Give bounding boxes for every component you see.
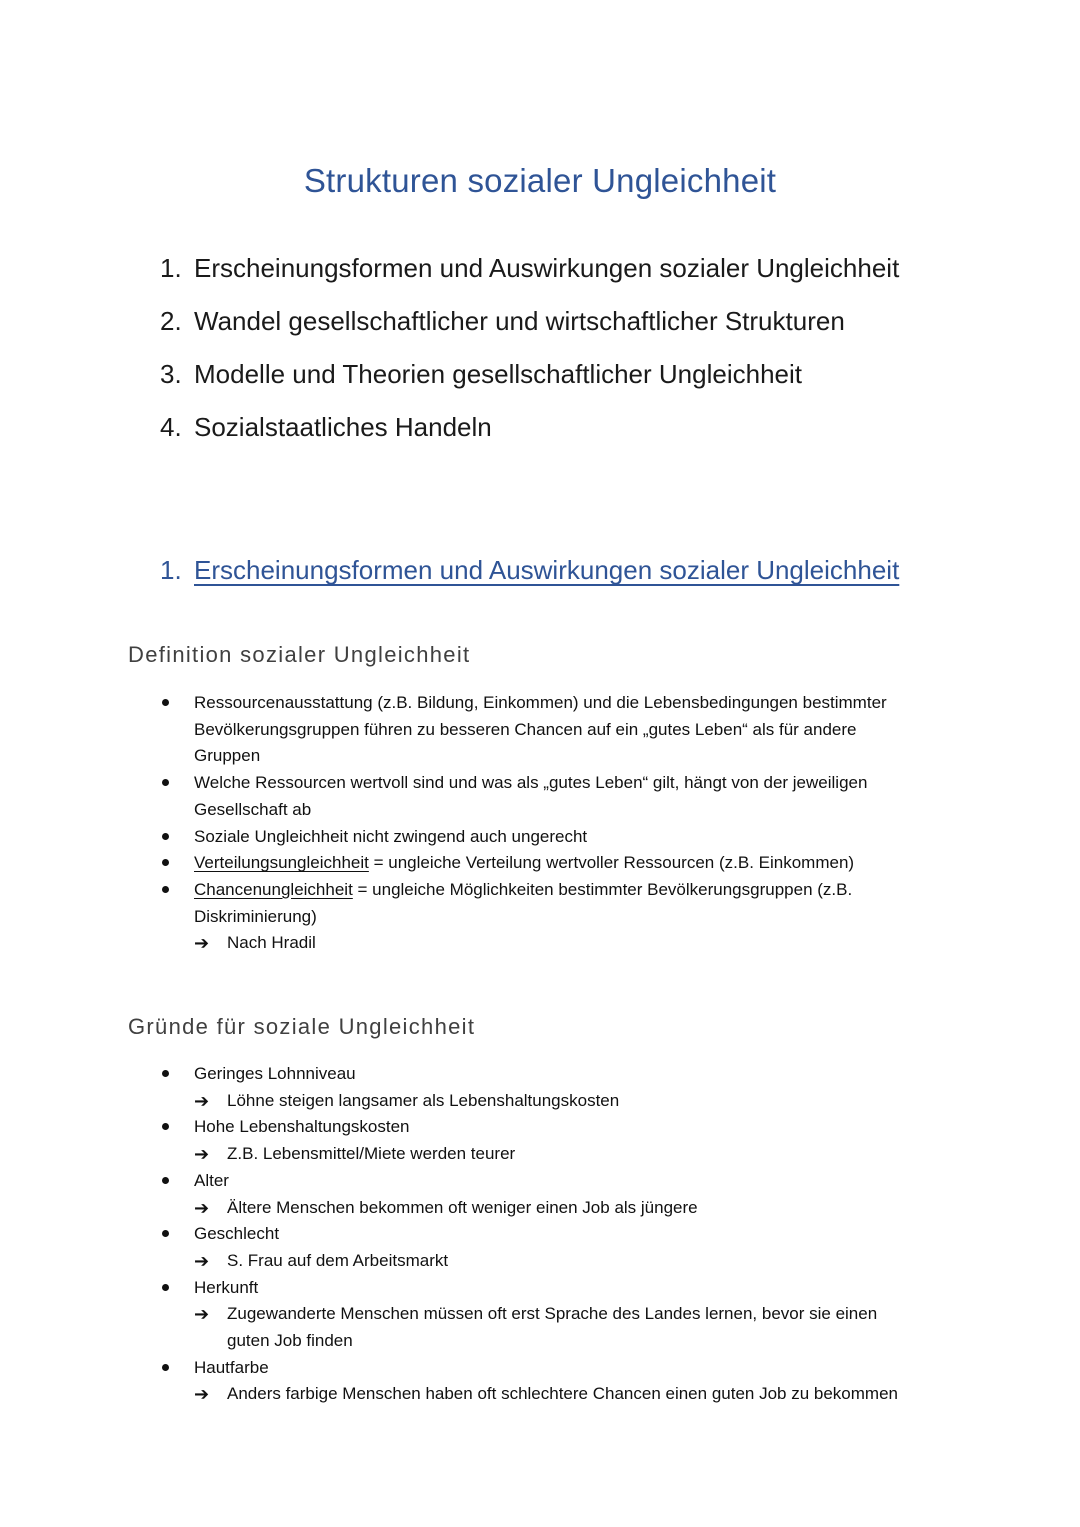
list-item (160, 690, 960, 770)
section-title: Erscheinungsformen und Auswirkungen sozialer Ungleichheit (194, 555, 900, 585)
list-item (160, 850, 960, 877)
definition-heading: Definition sozialer Ungleichheit (128, 642, 471, 667)
arrow-text: S. Frau auf dem Arbeitsmarkt (227, 1250, 449, 1270)
arrow-right-icon: ➔ (194, 1250, 210, 1271)
bullet-icon (162, 779, 169, 786)
bullet-text: Geringes Lohnniveau (194, 1064, 356, 1083)
page-title: Strukturen sozialer Ungleichheit (303, 162, 777, 199)
toc-number: 1. (160, 253, 182, 283)
bullet-icon (162, 1123, 169, 1130)
list-item (160, 1275, 980, 1355)
arrow-text: Z.B. Lebensmittel/Miete werden teurer (227, 1144, 516, 1164)
arrow-note (194, 1195, 980, 1222)
list-item (160, 824, 960, 851)
bullet-text: Soziale Ungleichheit nicht zwingend auch ungerecht (194, 826, 588, 846)
term-definition: = ungleiche Möglichkeiten bestimmter Bevölkerungsgruppen (z.B. (352, 879, 853, 899)
list-item (160, 877, 960, 957)
list-item (160, 770, 960, 823)
bullet-text: Hautfarbe (194, 1357, 269, 1377)
arrow-text: Löhne steigen langsamer als Lebenshaltungskosten (227, 1090, 620, 1110)
arrow-note (194, 1301, 980, 1354)
list-item (160, 1355, 980, 1408)
arrow-right-icon: ➔ (194, 1090, 210, 1111)
toc-item (160, 253, 899, 306)
toc-item (160, 306, 899, 359)
arrow-text: guten Job finden (227, 1331, 353, 1351)
bullet-text: Bevölkerungsgruppen führen zu besseren Chancen auf ein „gutes Leben“ als für andere (194, 719, 857, 739)
toc-item (160, 359, 899, 412)
gruende-heading: Gründe für soziale Ungleichheit (128, 1014, 476, 1039)
arrow-right-icon: ➔ (194, 1384, 210, 1405)
bullet-text: Welche Ressourcen wertvoll sind und was als „gutes Leben“ gilt, hängt von der jeweiligen (194, 773, 868, 793)
toc-number: 2. (160, 306, 182, 336)
list-item (160, 1168, 980, 1221)
bullet-icon (162, 886, 169, 893)
bullet-icon (162, 1284, 169, 1291)
arrow-right-icon: ➔ (194, 933, 210, 954)
toc-number: 4. (160, 412, 182, 442)
section-heading (160, 555, 899, 586)
arrow-note (194, 1248, 980, 1275)
term-verteilungsungleichheit: Verteilungsungleichheit (194, 853, 369, 873)
arrow-note (194, 930, 960, 957)
term-definition: = ungleiche Verteilung wertvoller Ressourcen (z.B. Einkommen) (368, 853, 855, 873)
section-number: 1. (160, 555, 182, 585)
arrow-right-icon: ➔ (194, 1197, 210, 1218)
list-item (160, 1061, 980, 1114)
bullet-icon (162, 1364, 169, 1371)
bullet-text: Ressourcenausstattung (z.B. Bildung, Einkommen) und die Lebensbedingungen bestimmter (194, 693, 887, 712)
toc-label: Modelle und Theorien gesellschaftlicher Ungleichheit (194, 359, 802, 389)
term-chancenungleichheit: Chancenungleichheit (194, 879, 353, 899)
table-of-contents (160, 253, 899, 465)
toc-label: Wandel gesellschaftlicher und wirtschaftlicher Strukturen (194, 306, 845, 336)
bullet-icon (162, 859, 169, 866)
bullet-text (194, 850, 960, 877)
arrow-text: Nach Hradil (227, 933, 316, 953)
bullet-text: Gruppen (194, 746, 261, 766)
arrow-right-icon: ➔ (194, 1144, 210, 1165)
arrow-text: Zugewanderte Menschen müssen oft erst Sprache des Landes lernen, bevor sie einen (227, 1304, 878, 1324)
arrow-note (194, 1141, 980, 1168)
list-item (160, 1114, 980, 1167)
bullet-text: Alter (194, 1170, 229, 1190)
list-item (160, 1221, 980, 1274)
toc-label: Erscheinungsformen und Auswirkungen sozialer Ungleichheit (194, 253, 900, 283)
toc-number: 3. (160, 359, 182, 389)
toc-label: Sozialstaatliches Handeln (194, 412, 492, 442)
arrow-right-icon: ➔ (194, 1304, 210, 1325)
bullet-text (194, 877, 960, 904)
arrow-text: Anders farbige Menschen haben oft schlechtere Chancen einen guten Job zu bekommen (227, 1384, 898, 1404)
bullet-icon (162, 833, 169, 840)
gruende-list (160, 1061, 980, 1408)
toc-item (160, 412, 899, 465)
bullet-icon (162, 1230, 169, 1237)
bullet-text: Hohe Lebenshaltungskosten (194, 1117, 410, 1137)
bullet-icon (162, 699, 169, 706)
bullet-text: Herkunft (194, 1277, 259, 1297)
arrow-note (194, 1088, 980, 1115)
bullet-icon (162, 1177, 169, 1184)
bullet-text: Diskriminierung) (194, 906, 317, 926)
arrow-note (194, 1381, 980, 1408)
bullet-icon (162, 1070, 169, 1077)
bullet-text: Gesellschaft ab (194, 799, 312, 819)
arrow-text: Ältere Menschen bekommen oft weniger einen Job als jüngere (227, 1197, 698, 1217)
bullet-text: Geschlecht (194, 1224, 280, 1244)
definition-list (160, 690, 960, 957)
